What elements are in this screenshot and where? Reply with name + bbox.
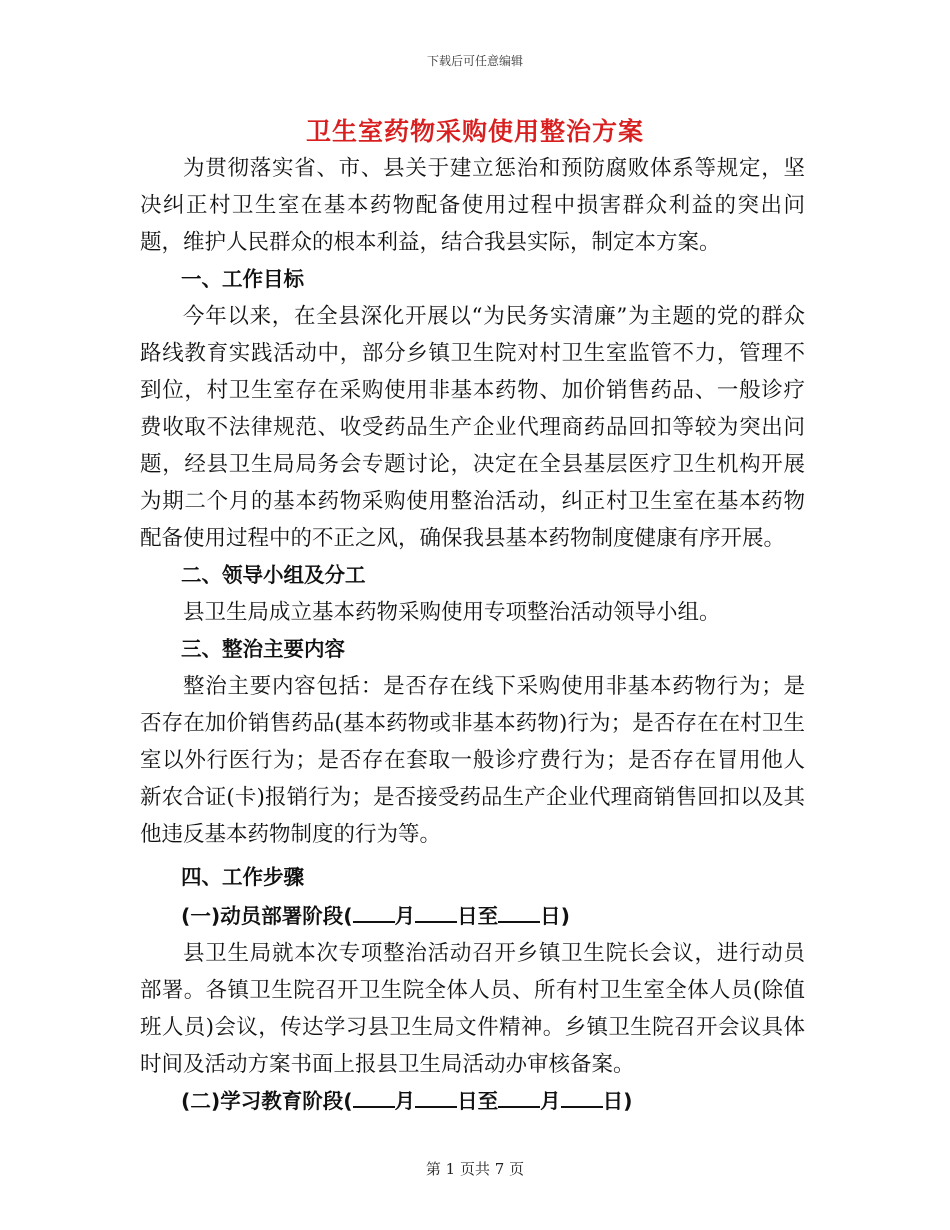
- stage1-month: 月: [394, 904, 416, 928]
- section-text-contents: 整治主要内容包括：是否存在线下采购使用非基本药物行为；是否存在加价销售药品(基本药物或非基本药物)行为；是否存在在村卫生室以外行医行为；是否存在套取一般诊疗费行为；是否存在冒用他人新农合证(卡)报销行为；是否接受药品生产企业代理商销售回扣以及其他违反基本药物制度的行为等。: [140, 674, 805, 847]
- header-note: 下载后可任意编辑: [426, 54, 523, 68]
- section-heading-contents: 三、整治主要内容: [181, 637, 345, 661]
- section-heading-goals: 一、工作目标: [181, 267, 304, 291]
- stage2-prefix: (二)学习教育阶段(: [181, 1089, 353, 1113]
- blank-line: [353, 1086, 395, 1108]
- page-number-footer: 第 1 页共 7 页: [425, 1160, 525, 1178]
- blank-line: [561, 1086, 603, 1108]
- stage1-prefix: (一)动员部署阶段(: [181, 904, 353, 928]
- section-heading-leadership: 二、领导小组及分工: [181, 563, 366, 587]
- stage2-month2: 月: [540, 1089, 561, 1113]
- blank-line: [498, 1086, 540, 1108]
- blank-line: [415, 1086, 457, 1108]
- document-body: [140, 150, 805, 1120]
- section-text-leadership: 县卫生局成立基本药物采购使用专项整治活动领导小组。: [183, 600, 721, 625]
- stage2-day-to: 日至: [457, 1089, 499, 1113]
- stage1-day-end: 日): [540, 904, 570, 928]
- stage1-day-to: 日至: [457, 904, 499, 928]
- blank-line: [353, 901, 395, 923]
- intro-paragraph: 为贯彻落实省、市、县关于建立惩治和预防腐败体系等规定，坚决纠正村卫生室在基本药物配备使用过程中损害群众利益的突出问题，维护人民群众的根本利益，结合我县实际，制定本方案。: [140, 156, 805, 255]
- stage2-day-end: 日): [602, 1089, 633, 1113]
- stage2-month: 月: [394, 1089, 416, 1113]
- blank-line: [415, 901, 457, 923]
- stage2-heading: [140, 1083, 805, 1120]
- section-text-goals: 今年以来，在全县深化开展以“为民务实清廉”为主题的党的群众路线教育实践活动中，部分乡镇卫生院对村卫生室监管不力，管理不到位，村卫生室存在采购使用非基本药物、加价销售药品、一般诊疗费收取不法律规范、收受药品生产企业代理商药品回扣等较为突出问题，经县卫生局局务会专题讨论，决定在全县基层医疗卫生机构开展为期二个月的基本药物采购使用整治活动，纠正村卫生室在基本药物配备使用过程中的不正之风，确保我县基本药物制度健康有序开展。: [140, 304, 805, 551]
- stage1-heading: [140, 898, 805, 935]
- stage1-text: 县卫生局就本次专项整治活动召开乡镇卫生院长会议，进行动员部署。各镇卫生院召开卫生院全体人员、所有村卫生室全体人员(除值班人员)会议，传达学习县卫生局文件精神。乡镇卫生院召开会议具体时间及活动方案书面上报县卫生局活动办审核备案。: [140, 941, 805, 1077]
- section-heading-steps: 四、工作步骤: [181, 865, 304, 889]
- blank-line: [498, 901, 540, 923]
- document-title: 卫生室药物采购使用整治方案: [305, 117, 644, 146]
